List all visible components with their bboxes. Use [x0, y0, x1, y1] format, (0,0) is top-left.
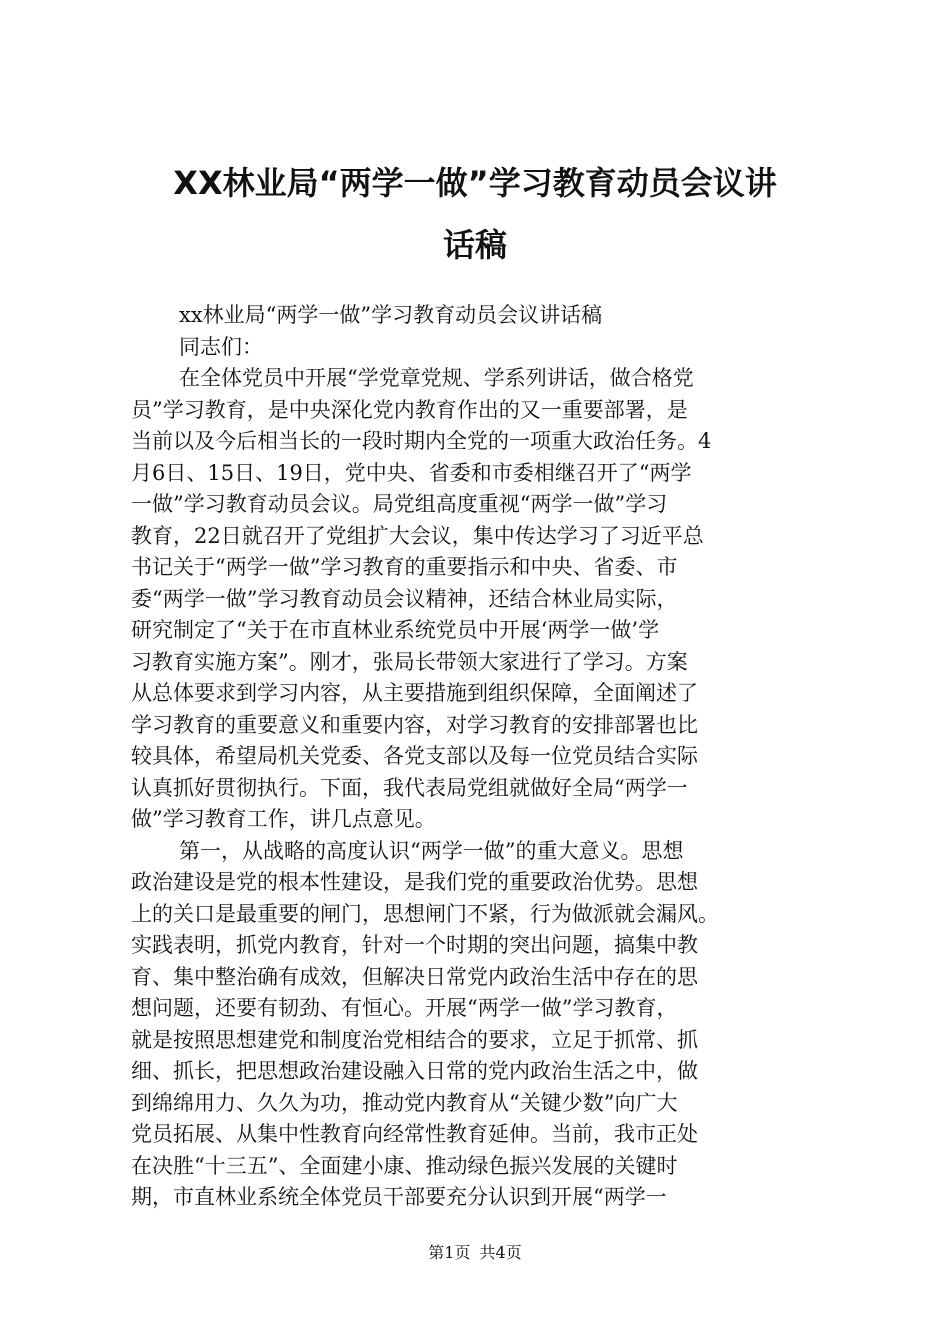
- body-line: 当前以及今后相当长的一段时期内全党的一项重大政治任务。4: [131, 429, 712, 453]
- body-line: 做”学习教育工作，讲几点意见。: [131, 807, 436, 831]
- body-line: 在全体党员中开展“学党章党规、学系列讲话，做合格党: [179, 366, 694, 390]
- page-footer: [0, 1243, 950, 1263]
- body-line: 想问题，还要有韧劲、有恒心。开展“两学一做”学习教育，: [131, 996, 678, 1020]
- body-line: 从总体要求到学习内容，从主要措施到组织保障，全面阐述了: [131, 681, 698, 705]
- body-line: 认真抓好贯彻执行。下面，我代表局党组就做好全局“两学一: [131, 775, 688, 800]
- body-line: 在决胜“十三五”、全面建小康、推动绿色振兴发展的关键时: [131, 1153, 678, 1178]
- body-line: 委“两学一做”学习教育动员会议精神，还结合林业局实际，: [131, 586, 678, 611]
- body-line: 期，市直林业系统全体党员干部要充分认识到开展“两学一: [131, 1185, 667, 1209]
- body-line: 一做”学习教育动员会议。局党组高度重视“两学一做”学习: [131, 492, 668, 516]
- page-total: 共4页: [479, 1243, 522, 1262]
- body-line: 较具体，希望局机关党委、各党支部以及每一位党员结合实际: [131, 744, 698, 768]
- body-line: 到绵绵用力、久久为功，推动党内教育从“关键少数”向广大: [131, 1090, 678, 1115]
- document-title-line-2: 话稿: [442, 226, 507, 264]
- body-line: 育、集中整治确有成效，但解决日常党内政治生活中存在的思: [131, 964, 698, 989]
- body-line: 同志们：: [179, 334, 263, 359]
- body-line: 员”学习教育，是中央深化党内教育作出的又一重要部署，是: [131, 397, 688, 422]
- body-line: 上的关口是最重要的闸门，思想闸门不紧，行为做派就会漏风。: [131, 901, 719, 926]
- body-line: 细、抓长，把思想政治建设融入日常的党内政治生活之中，做: [131, 1059, 698, 1083]
- body-line: 月6日、15日、19日，党中央、省委和市委相继召开了“两学: [131, 460, 692, 485]
- body-line: 习教育实施方案”。刚才，张局长带领大家进行了学习。方案: [131, 649, 688, 674]
- body-line: 就是按照思想建党和制度治党相结合的要求，立足于抓常、抓: [131, 1027, 698, 1052]
- body-line: 书记关于“两学一做”学习教育的重要指示和中央、省委、市: [131, 555, 678, 579]
- document-body: [131, 300, 831, 1214]
- body-line: 教育，22日就召开了党组扩大会议，集中传达学习了习近平总: [131, 523, 704, 548]
- body-line: 政治建设是党的根本性建设，是我们党的重要政治优势。思想: [131, 870, 698, 894]
- body-line: 研究制定了“关于在市直林业系统党员中开展‘两学一做’学: [131, 618, 660, 642]
- page-number: 第1页: [428, 1243, 471, 1262]
- body-line: 党员拓展、从集中性教育向经常性教育延伸。当前，我市正处: [131, 1122, 698, 1146]
- body-line: 第一，从战略的高度认识“两学一做”的重大意义。思想: [179, 838, 684, 863]
- body-line: 实践表明，抓党内教育，针对一个时期的突出问题，搞集中教: [131, 933, 698, 957]
- document-title-line-1: XX林业局“两学一做”学习教育动员会议讲: [173, 164, 777, 202]
- body-line: xx林业局“两学一做”学习教育动员会议讲话稿: [179, 303, 603, 327]
- body-line: 学习教育的重要意义和重要内容，对学习教育的安排部署也比: [131, 712, 698, 737]
